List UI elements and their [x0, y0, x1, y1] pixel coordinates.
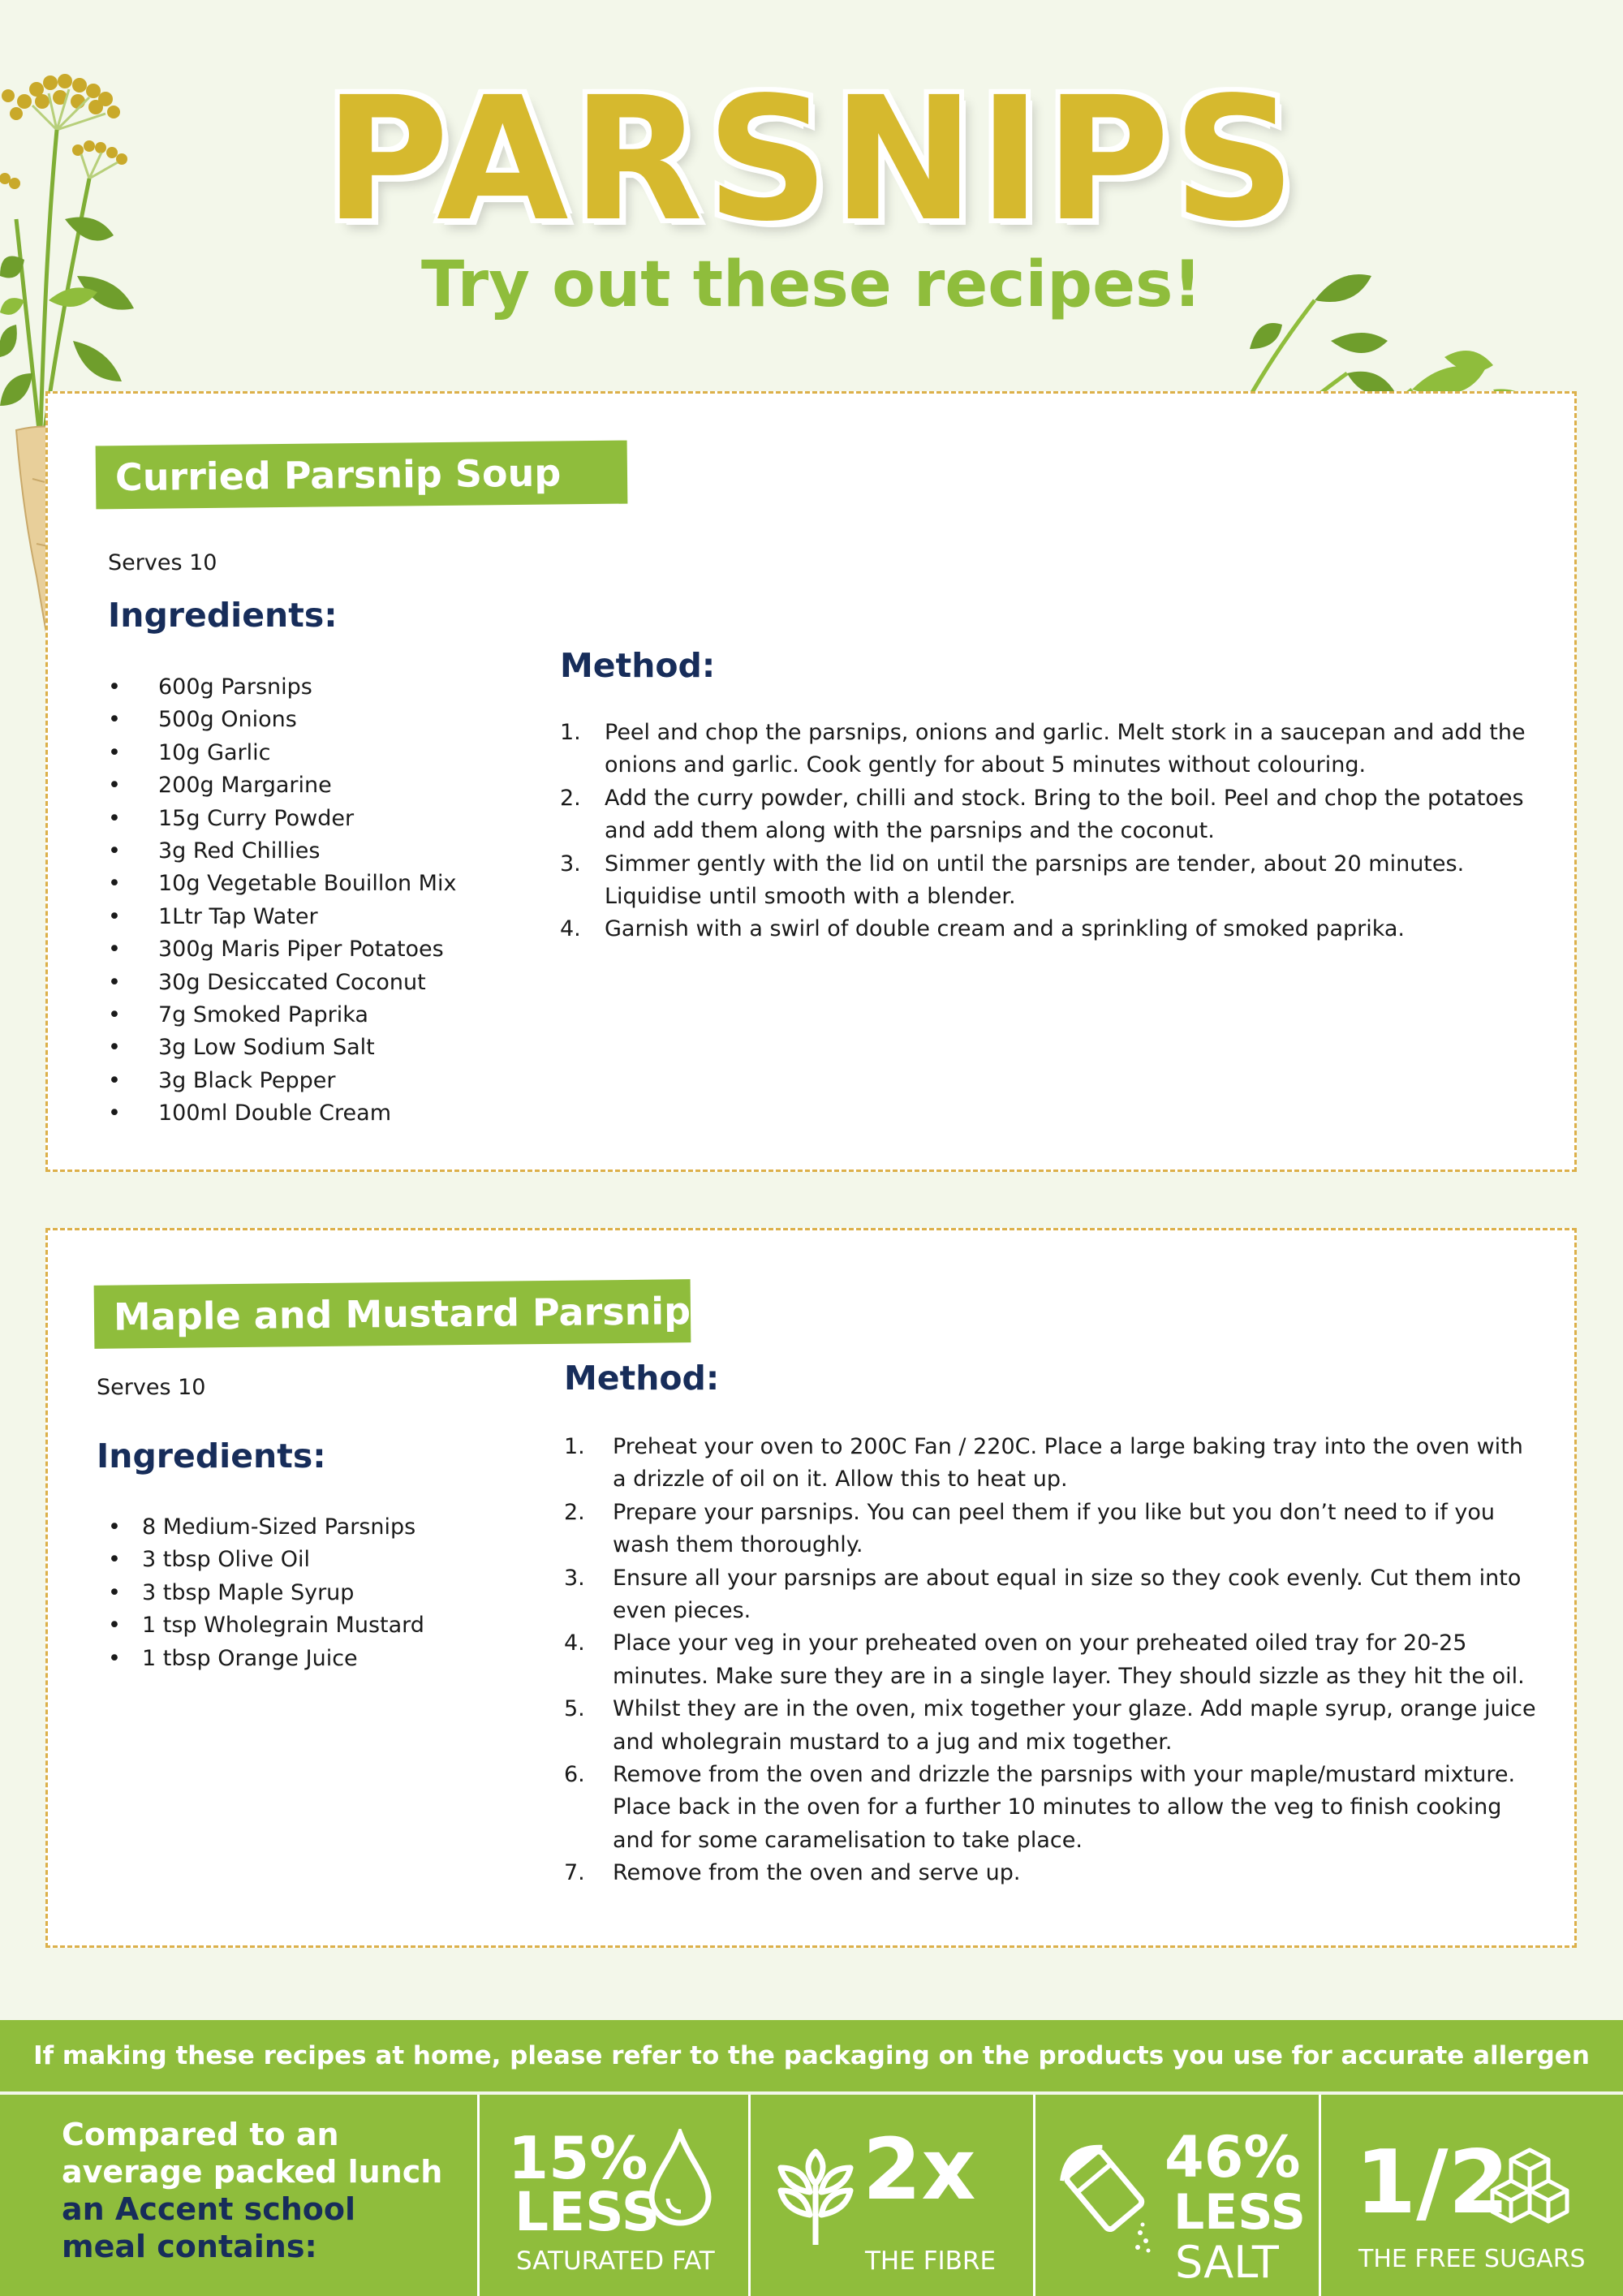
list-item: • 10g Vegetable Bouillon Mix	[108, 868, 546, 900]
serves-label: Serves 10	[97, 1375, 206, 1400]
recipe-title-banner: Curried Parsnip Soup	[96, 441, 628, 510]
ingredients-heading: Ingredients:	[97, 1437, 326, 1475]
divider	[477, 2095, 480, 2296]
list-item: • 3 tbsp Maple Syrup	[108, 1577, 546, 1609]
list-item: • 3g Red Chillies	[108, 835, 546, 868]
method-step: 1. Peel and chop the parsnips, onions and garlic. Melt stork in a saucepan and add the onions and garlic. Cook gently for about 5 minutes without colouring.	[560, 720, 1526, 778]
list-item: • 3g Black Pepper	[108, 1065, 546, 1097]
droplet-icon	[645, 2129, 715, 2226]
list-item: • 7g Smoked Paprika	[108, 999, 546, 1032]
divider	[1033, 2095, 1035, 2296]
list-item: • 200g Margarine	[108, 769, 546, 802]
method-heading: Method:	[560, 646, 716, 685]
list-item: • 1 tbsp Orange Juice	[108, 1643, 546, 1675]
method-list	[564, 1431, 1538, 1890]
comparison-text: Compared to an average packed lunch an Accent school meal contains:	[62, 2117, 443, 2264]
method-step: 7. Remove from the oven and serve up.	[564, 1860, 1021, 1886]
page-subtitle: Try out these recipes!	[421, 248, 1202, 321]
recipe-title-banner: Maple and Mustard Parsnips	[94, 1279, 691, 1349]
list-item: • 600g Parsnips	[108, 671, 546, 704]
method-heading: Method:	[564, 1359, 720, 1398]
method-step: 2. Prepare your parsnips. You can peel them if you like but you don’t need to if you wash them thoroughly.	[564, 1499, 1496, 1558]
method-step: 2. Add the curry powder, chilli and stock. Bring to the boil. Peel and chop the potatoes and add them along with the parsnips and the coconut.	[560, 785, 1524, 844]
salt-shaker-icon	[1055, 2135, 1156, 2257]
ingredients-list	[108, 1511, 546, 1675]
list-item: • 8 Medium-Sized Parsnips	[108, 1511, 546, 1544]
method-step: 4. Place your veg in your preheated oven on your preheated oiled tray for 20-25 minutes. Make sure they are in a single layer. They should sizzle as they hit the oil.	[564, 1630, 1525, 1689]
list-item: • 10g Garlic	[108, 737, 546, 769]
nutrition-stats-bar: Compared to an average packed lunch an Accent school meal contains: 15% LESS SATURATED FAT 2x THE FIBRE 46% LESS SALT 1/2 THE FREE SUGARS	[0, 2095, 1623, 2296]
allergen-notice: If making these recipes at home, please refer to the packaging on the products you use for accurate allergen	[0, 2020, 1623, 2091]
divider	[1319, 2095, 1321, 2296]
method-step: 1. Preheat your oven to 200C Fan / 220C. Place a large baking tray into the oven with a drizzle of oil on it. Allow this to heat up.	[564, 1434, 1523, 1493]
list-item: • 3g Low Sodium Salt	[108, 1032, 546, 1064]
method-step: 6. Remove from the oven and drizzle the parsnips with your maple/mustard mixture. Place back in the oven for a further 10 minutes to allow the veg to finish cooking and for some caramelisation to take place.	[564, 1762, 1516, 1853]
method-step: 3. Simmer gently with the lid on until the parsnips are tender, about 20 minutes. Liquidise until smooth with a blender.	[560, 851, 1465, 910]
method-step: 4. Garnish with a swirl of double cream and a sprinkling of smoked paprika.	[560, 916, 1406, 942]
ingredients-list	[108, 671, 546, 1131]
list-item: • 15g Curry Powder	[108, 803, 546, 835]
list-item: • 1 tsp Wholegrain Mustard	[108, 1609, 546, 1642]
list-item: • 100ml Double Cream	[108, 1097, 546, 1130]
sugar-cubes-icon	[1485, 2145, 1574, 2226]
list-item: • 500g Onions	[108, 704, 546, 736]
list-item: • 300g Maris Piper Potatoes	[108, 933, 546, 966]
divider	[748, 2095, 751, 2296]
wheat-icon	[771, 2135, 860, 2249]
ingredients-heading: Ingredients:	[108, 596, 338, 635]
method-step: 5. Whilst they are in the oven, mix together your glaze. Add maple syrup, orange juice and wholegrain mustard to a jug and mix together.	[564, 1696, 1536, 1755]
serves-label: Serves 10	[108, 550, 217, 575]
list-item: • 3 tbsp Olive Oil	[108, 1544, 546, 1576]
method-list	[560, 717, 1534, 946]
list-item: • 30g Desiccated Coconut	[108, 967, 546, 999]
method-step: 3. Ensure all your parsnips are about equal in size so they cook evenly. Cut them into even pieces.	[564, 1565, 1522, 1624]
list-item: • 1Ltr Tap Water	[108, 901, 546, 933]
page-title: PARSNIPS	[324, 60, 1299, 259]
